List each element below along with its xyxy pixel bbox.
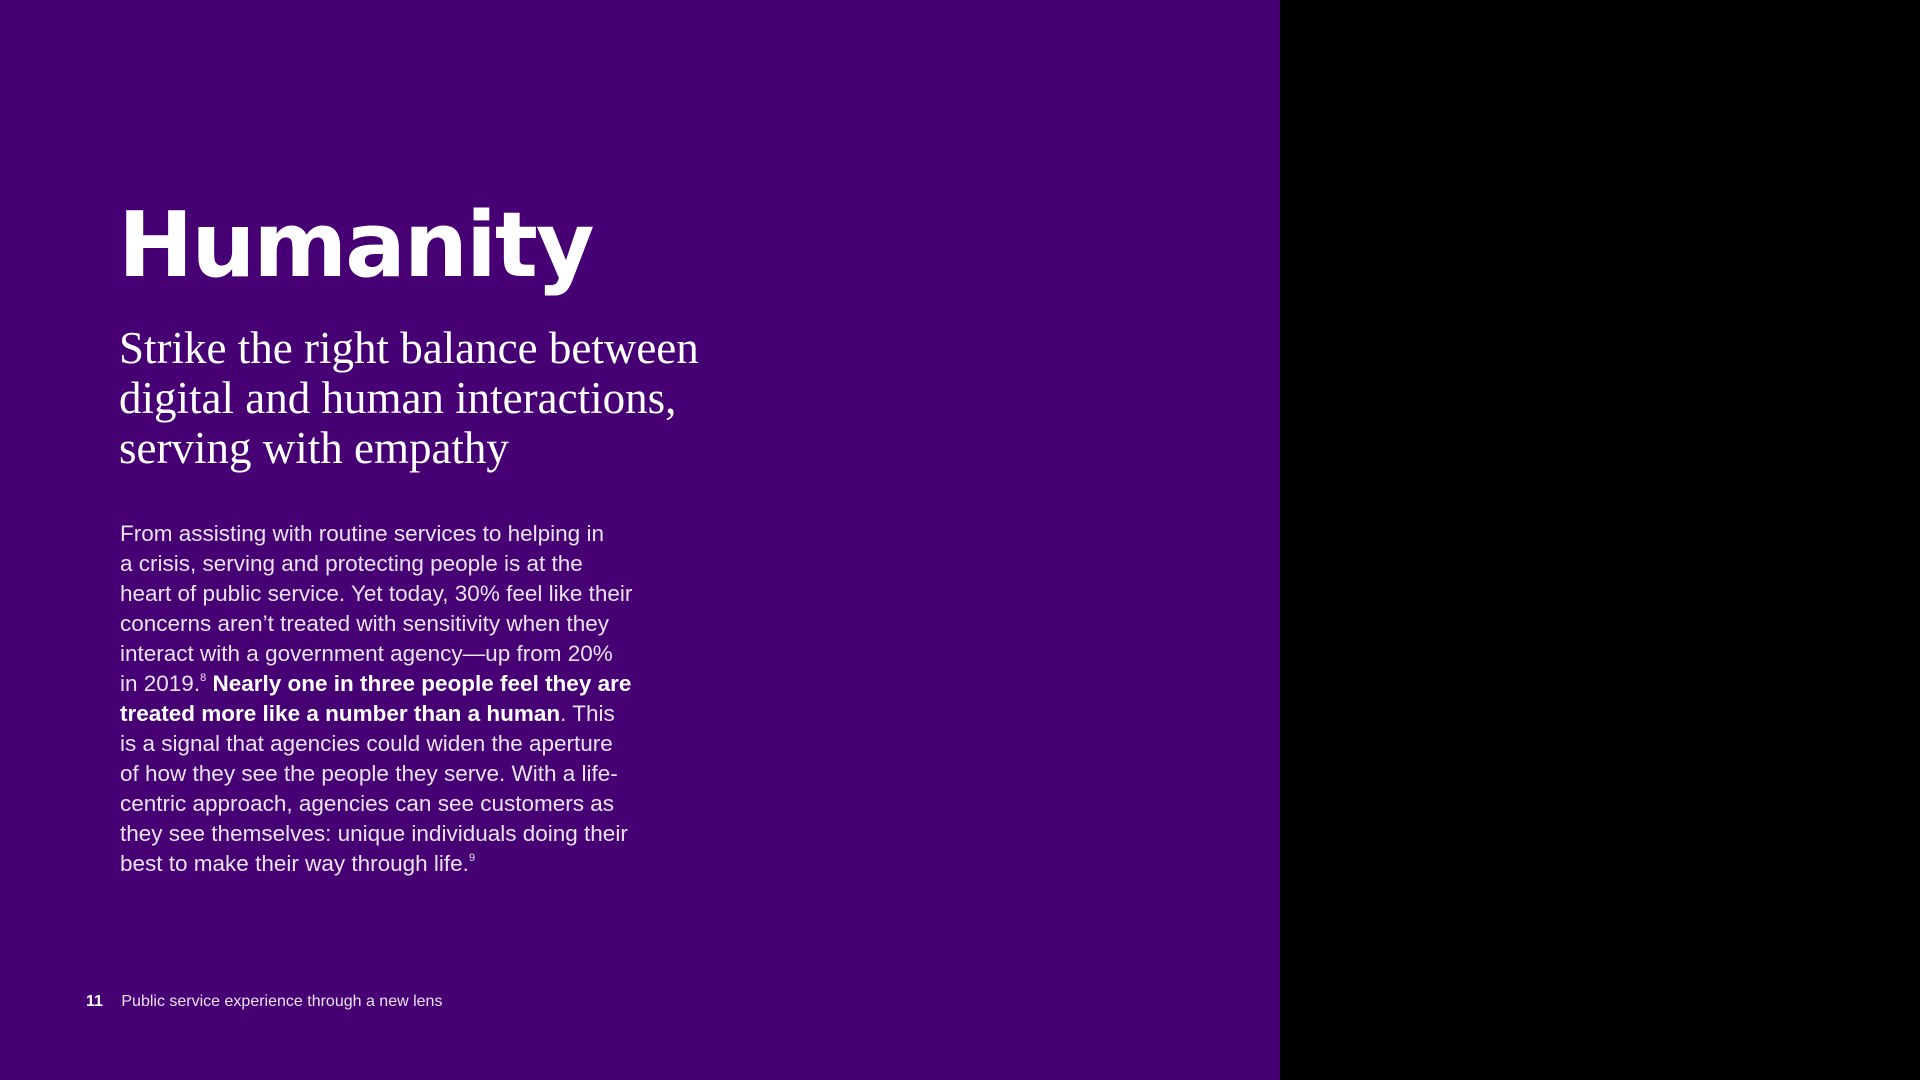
body-line [120, 849, 720, 879]
body-paragraph [120, 519, 720, 879]
page-footer [86, 990, 442, 1014]
footnote-reference: 9 [468, 852, 476, 864]
page-number: 11 [86, 993, 103, 1010]
page-title: Humanity [118, 193, 593, 298]
highlight-text: Nearly one in three people feel they are [212, 671, 632, 696]
body-text: in 2019. [120, 671, 201, 696]
body-line: interact with a government agency—up from 20% [120, 641, 613, 666]
highlight-text: treated more like a number than a human [120, 701, 561, 726]
body-line: a crisis, serving and protecting people is at the [120, 551, 583, 576]
body-line [120, 669, 720, 699]
subtitle-line: serving with empathy [119, 423, 509, 473]
subtitle-line: Strike the right balance between [119, 323, 699, 373]
page-subtitle [119, 323, 759, 473]
body-line: they see themselves: unique individuals doing their [120, 821, 628, 846]
body-line: From assisting with routine services to helping in [120, 521, 604, 546]
body-text: best to make their way through life. [120, 851, 469, 876]
body-line: heart of public service. Yet today, 30% feel like their [120, 581, 633, 606]
body-text: . This [560, 701, 615, 726]
footnote-reference: 8 [200, 672, 207, 684]
body-line: concerns aren’t treated with sensitivity when they [120, 611, 609, 636]
body-line: is a signal that agencies could widen the aperture [120, 731, 613, 756]
body-line: of how they see the people they serve. With a life- [120, 761, 618, 786]
body-line: centric approach, agencies can see customers as [120, 791, 615, 816]
document-title: Public service experience through a new lens [121, 993, 443, 1010]
subtitle-line: digital and human interactions, [119, 373, 677, 423]
body-line [120, 699, 720, 729]
